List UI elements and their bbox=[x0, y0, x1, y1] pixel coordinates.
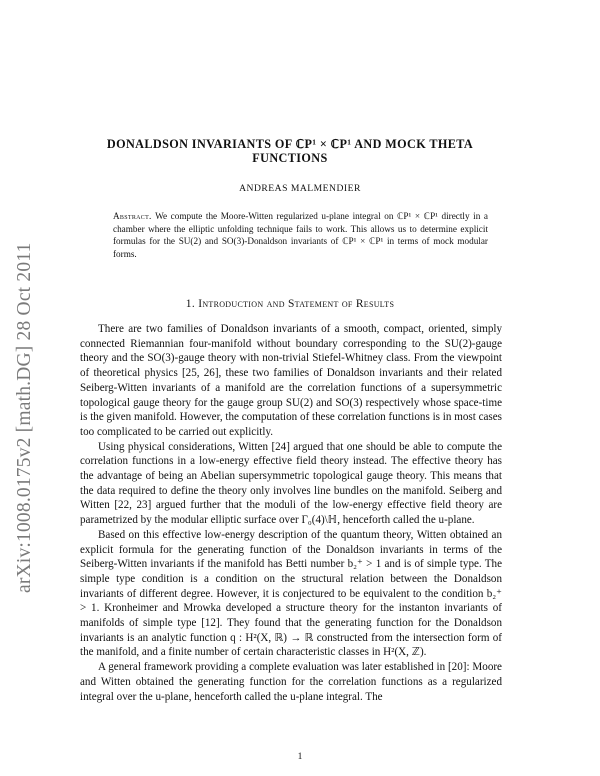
body-text bbox=[80, 322, 502, 704]
arxiv-stamp-text: arXiv:1008.0175v2 [math.DG] 28 Oct 2011 bbox=[14, 242, 35, 593]
paragraph: A general framework providing a complete evaluation was later established in [20]: Moore and Witten obtained the generating function for the correlation functions as a regularized integral over the u-plane, henceforth called the u-plane integral. The bbox=[80, 661, 502, 703]
paragraph: Using physical considerations, Witten [24] argued that one should be able to compute the correlation functions in a low-energy effective field theory instead. The effective theory has the advantage of being an Abelian supersymmetric topological gauge theory. This means that the data required to define the theory only involves line bundles on the manifold. Seiberg and Witten [22, 23] argued further that the moduli of the low-energy effective field theory are parametrized by the modular elliptic surface over Γ₀(4)\ℍ, henceforth called the u-plane. bbox=[80, 440, 502, 527]
paragraph: Based on this effective low-energy description of the quantum theory, Witten obtained an explicit formula for the generating function of the Donaldson invariants in terms of the Seiberg-Witten invariants if the manifold has Betti number b₂⁺ > 1 and is of simple type. The simple type condition is a condition on the structural relation between the Donaldson invariants of different degree. However, it is conjectured to be equivalent to the condition b₂⁺ > 1. Kronheimer and Mrowka developed a structure theory for the instanton invariants of manifolds of simple type [12]. They found that the generating function for the Donaldson invariants is an analytic function q : H²(X, ℝ) → ℝ constructed from the intersection form of the manifold, and a finite number of certain characteristic classes in H²(X, ℤ). bbox=[80, 528, 502, 659]
section-heading: 1. Introduction and Statement of Results bbox=[185, 298, 395, 310]
abstract-text: We compute the Moore-Witten regularized u-plane integral on ℂP¹ × ℂP¹ directly in a chamber where the elliptic unfolding technique fails to work. This allows us to determine explicit formulas for the SU(2) and SO(3)-Donaldson invariants of ℂP¹ × ℂP¹ in terms of mock modular forms. bbox=[113, 211, 488, 259]
title-line-1: DONALDSON INVARIANTS OF ℂP¹ × ℂP¹ AND MOCK THETA bbox=[106, 137, 474, 151]
abstract bbox=[113, 210, 488, 260]
author-name: ANDREAS MALMENDIER bbox=[239, 183, 361, 194]
paper-title bbox=[80, 137, 500, 165]
title-line-2: FUNCTIONS bbox=[252, 151, 328, 165]
page-number: 1 bbox=[297, 752, 303, 762]
abstract-label: Abstract. bbox=[113, 211, 152, 221]
paragraph: There are two families of Donaldson invariants of a smooth, compact, oriented, simply connected Riemannian four-manifold without boundary corresponding to the SU(2)-gauge theory and the SO(3)-gauge theory with non-trivial Stiefel-Whitney class. From the viewpoint of theoretical physics [25, 26], these two families of Donaldson invariants and their related Seiberg-Witten invariants of a manifold are the correlation functions of a supersymmetric topological gauge theory for the gauge group SU(2) and SO(3) respectively whose space-time is the given manifold. However, the computation of these correlation functions is in most cases too complicated to be carried out explicitly. bbox=[80, 323, 502, 438]
